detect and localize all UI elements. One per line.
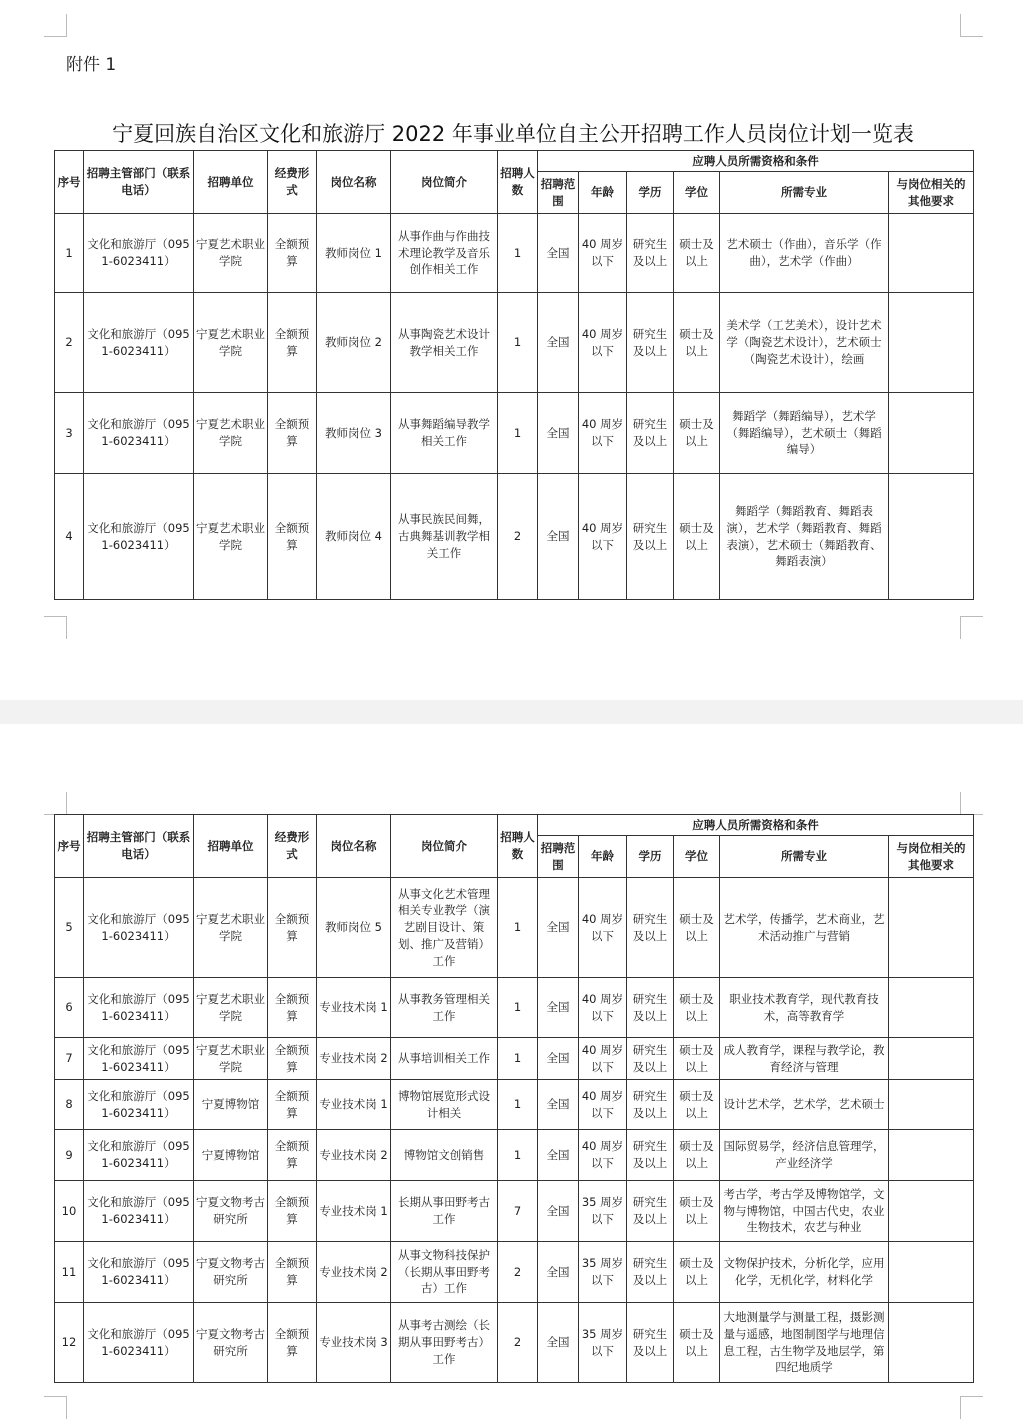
cell-desc: 从事培训相关工作 (391, 1038, 498, 1080)
cell-other (889, 214, 974, 293)
cell-count: 2 (498, 474, 538, 600)
cell-other (889, 1181, 974, 1242)
cell-education: 研究生及以上 (627, 1242, 674, 1303)
header-education: 学历 (627, 172, 674, 214)
cell-age: 40 周岁以下 (579, 1038, 627, 1080)
cell-unit: 宁夏文物考古研究所 (194, 1242, 268, 1303)
job-table-page-2 (54, 814, 974, 1383)
cell-funding: 全额预算 (268, 878, 317, 978)
cell-scope: 全国 (538, 1242, 579, 1303)
cell-dept: 文化和旅游厅（0951-6023411） (84, 1181, 194, 1242)
cell-major: 职业技术教育学，现代教育技术，高等教育学 (720, 978, 889, 1038)
header-scope: 招聘范围 (538, 836, 579, 878)
header-qual-group: 应聘人员所需资格和条件 (538, 151, 974, 172)
crop-mark (44, 792, 67, 815)
header-other: 与岗位相关的其他要求 (889, 172, 974, 214)
cell-count: 1 (498, 214, 538, 293)
crop-mark (44, 616, 67, 639)
cell-dept: 文化和旅游厅（0951-6023411） (84, 1242, 194, 1303)
cell-funding: 全额预算 (268, 1242, 317, 1303)
cell-education: 研究生及以上 (627, 293, 674, 393)
cell-age: 40 周岁以下 (579, 978, 627, 1038)
cell-funding: 全额预算 (268, 1303, 317, 1383)
cell-count: 1 (498, 293, 538, 393)
cell-dept: 文化和旅游厅（0951-6023411） (84, 393, 194, 474)
cell-other (889, 1038, 974, 1080)
cell-dept: 文化和旅游厅（0951-6023411） (84, 978, 194, 1038)
cell-major: 考古学，考古学及博物馆学，文物与博物馆，中国古代史，农业生物技术，农艺与种业 (720, 1181, 889, 1242)
cell-post: 专业技术岗 1 (317, 1080, 391, 1130)
cell-degree: 硕士及以上 (674, 214, 720, 293)
cell-dept: 文化和旅游厅（0951-6023411） (84, 1080, 194, 1130)
cell-seq: 3 (55, 393, 84, 474)
cell-seq: 6 (55, 978, 84, 1038)
table-row (55, 978, 974, 1038)
header-seq: 序号 (55, 151, 84, 214)
cell-age: 40 周岁以下 (579, 293, 627, 393)
cell-other (889, 1080, 974, 1130)
cell-seq: 8 (55, 1080, 84, 1130)
cell-age: 35 周岁以下 (579, 1242, 627, 1303)
cell-age: 40 周岁以下 (579, 1130, 627, 1181)
cell-count: 1 (498, 978, 538, 1038)
header-desc: 岗位简介 (391, 815, 498, 878)
cell-desc: 从事民族民间舞，古典舞基训教学相关工作 (391, 474, 498, 600)
cell-funding: 全额预算 (268, 293, 317, 393)
cell-education: 研究生及以上 (627, 474, 674, 600)
table-row (55, 1181, 974, 1242)
cell-unit: 宁夏艺术职业学院 (194, 393, 268, 474)
cell-scope: 全国 (538, 978, 579, 1038)
cell-major: 设计艺术学，艺术学，艺术硕士 (720, 1080, 889, 1130)
cell-funding: 全额预算 (268, 393, 317, 474)
cell-count: 2 (498, 1242, 538, 1303)
cell-desc: 从事考古测绘（长期从事田野考古）工作 (391, 1303, 498, 1383)
crop-mark (960, 792, 983, 815)
cell-scope: 全国 (538, 1038, 579, 1080)
cell-other (889, 1242, 974, 1303)
cell-major: 国际贸易学，经济信息管理学，产业经济学 (720, 1130, 889, 1181)
cell-education: 研究生及以上 (627, 1303, 674, 1383)
cell-degree: 硕士及以上 (674, 1181, 720, 1242)
page-title: 宁夏回族自治区文化和旅游厅 2022 年事业单位自主公开招聘工作人员岗位计划一览表 (112, 122, 914, 146)
table-row (55, 1038, 974, 1080)
cell-post: 专业技术岗 1 (317, 1181, 391, 1242)
header-desc: 岗位简介 (391, 151, 498, 214)
cell-dept: 文化和旅游厅（0951-6023411） (84, 474, 194, 600)
cell-desc: 博物馆文创销售 (391, 1130, 498, 1181)
header-scope: 招聘范围 (538, 172, 579, 214)
cell-other (889, 978, 974, 1038)
cell-age: 35 周岁以下 (579, 1303, 627, 1383)
table-row (55, 393, 974, 474)
cell-major: 艺术硕士（作曲），音乐学（作曲），艺术学（作曲） (720, 214, 889, 293)
cell-seq: 9 (55, 1130, 84, 1181)
cell-seq: 7 (55, 1038, 84, 1080)
cell-degree: 硕士及以上 (674, 878, 720, 978)
header-age: 年龄 (579, 836, 627, 878)
header-dept: 招聘主管部门（联系电话） (84, 815, 194, 878)
header-post: 岗位名称 (317, 151, 391, 214)
cell-count: 1 (498, 1130, 538, 1181)
cell-post: 专业技术岗 2 (317, 1242, 391, 1303)
cell-count: 2 (498, 1303, 538, 1383)
cell-unit: 宁夏艺术职业学院 (194, 1038, 268, 1080)
header-age: 年龄 (579, 172, 627, 214)
header-other: 与岗位相关的其他要求 (889, 836, 974, 878)
attachment-label: 附件 1 (66, 55, 117, 75)
header-degree: 学位 (674, 836, 720, 878)
cell-other (889, 1303, 974, 1383)
cell-funding: 全额预算 (268, 1080, 317, 1130)
cell-degree: 硕士及以上 (674, 293, 720, 393)
cell-age: 40 周岁以下 (579, 214, 627, 293)
crop-mark (44, 14, 67, 37)
cell-education: 研究生及以上 (627, 1130, 674, 1181)
cell-unit: 宁夏艺术职业学院 (194, 474, 268, 600)
cell-seq: 12 (55, 1303, 84, 1383)
header-funding: 经费形式 (268, 151, 317, 214)
header-unit: 招聘单位 (194, 815, 268, 878)
cell-education: 研究生及以上 (627, 1038, 674, 1080)
crop-mark (960, 616, 983, 639)
cell-unit: 宁夏艺术职业学院 (194, 214, 268, 293)
cell-age: 40 周岁以下 (579, 474, 627, 600)
cell-seq: 4 (55, 474, 84, 600)
cell-unit: 宁夏艺术职业学院 (194, 293, 268, 393)
cell-seq: 10 (55, 1181, 84, 1242)
header-funding: 经费形式 (268, 815, 317, 878)
cell-post: 专业技术岗 2 (317, 1130, 391, 1181)
cell-age: 40 周岁以下 (579, 393, 627, 474)
cell-degree: 硕士及以上 (674, 1242, 720, 1303)
cell-age: 40 周岁以下 (579, 1080, 627, 1130)
cell-count: 1 (498, 878, 538, 978)
page-gap (0, 700, 1023, 724)
cell-dept: 文化和旅游厅（0951-6023411） (84, 1303, 194, 1383)
cell-dept: 文化和旅游厅（0951-6023411） (84, 878, 194, 978)
table-row (55, 1130, 974, 1181)
document-page-2 (0, 724, 1023, 1427)
header-post: 岗位名称 (317, 815, 391, 878)
table-row (55, 878, 974, 978)
cell-education: 研究生及以上 (627, 978, 674, 1038)
cell-other (889, 474, 974, 600)
cell-age: 35 周岁以下 (579, 1181, 627, 1242)
cell-education: 研究生及以上 (627, 1080, 674, 1130)
cell-post: 教师岗位 2 (317, 293, 391, 393)
cell-funding: 全额预算 (268, 1181, 317, 1242)
cell-degree: 硕士及以上 (674, 393, 720, 474)
cell-desc: 从事作曲与作曲技术理论教学及音乐创作相关工作 (391, 214, 498, 293)
cell-scope: 全国 (538, 214, 579, 293)
cell-scope: 全国 (538, 1303, 579, 1383)
header-count: 招聘人数 (498, 151, 538, 214)
cell-desc: 从事文化艺术管理相关专业教学（演艺剧目设计、策划、推广及营销）工作 (391, 878, 498, 978)
cell-scope: 全国 (538, 1181, 579, 1242)
table-row (55, 1242, 974, 1303)
header-dept: 招聘主管部门（联系电话） (84, 151, 194, 214)
cell-major: 大地测量学与测量工程，摄影测量与遥感，地图制图学与地理信息工程，古生物学及地层学，第四纪地质学 (720, 1303, 889, 1383)
cell-education: 研究生及以上 (627, 214, 674, 293)
cell-post: 专业技术岗 3 (317, 1303, 391, 1383)
cell-dept: 文化和旅游厅（0951-6023411） (84, 1130, 194, 1181)
cell-post: 教师岗位 3 (317, 393, 391, 474)
cell-other (889, 878, 974, 978)
table-row (55, 1080, 974, 1130)
crop-mark (960, 14, 983, 37)
cell-scope: 全国 (538, 474, 579, 600)
header-unit: 招聘单位 (194, 151, 268, 214)
table-row (55, 1303, 974, 1383)
cell-degree: 硕士及以上 (674, 1130, 720, 1181)
header-count: 招聘人数 (498, 815, 538, 878)
cell-funding: 全额预算 (268, 978, 317, 1038)
cell-major: 艺术学，传播学，艺术商业，艺术活动推广与营销 (720, 878, 889, 978)
cell-seq: 2 (55, 293, 84, 393)
cell-count: 1 (498, 1080, 538, 1130)
crop-mark (960, 1396, 983, 1419)
header-major: 所需专业 (720, 172, 889, 214)
cell-education: 研究生及以上 (627, 1181, 674, 1242)
cell-desc: 长期从事田野考古工作 (391, 1181, 498, 1242)
cell-post: 专业技术岗 2 (317, 1038, 391, 1080)
cell-major: 成人教育学，课程与教学论，教育经济与管理 (720, 1038, 889, 1080)
cell-unit: 宁夏博物馆 (194, 1130, 268, 1181)
cell-unit: 宁夏博物馆 (194, 1080, 268, 1130)
cell-desc: 博物馆展览形式设计相关 (391, 1080, 498, 1130)
cell-desc: 从事陶瓷艺术设计教学相关工作 (391, 293, 498, 393)
cell-other (889, 393, 974, 474)
cell-count: 1 (498, 1038, 538, 1080)
table-row (55, 474, 974, 600)
cell-education: 研究生及以上 (627, 393, 674, 474)
table-row (55, 293, 974, 393)
cell-degree: 硕士及以上 (674, 1080, 720, 1130)
cell-dept: 文化和旅游厅（0951-6023411） (84, 1038, 194, 1080)
cell-funding: 全额预算 (268, 474, 317, 600)
job-table-page-1 (54, 150, 974, 600)
crop-mark (44, 1396, 67, 1419)
cell-funding: 全额预算 (268, 1130, 317, 1181)
header-education: 学历 (627, 836, 674, 878)
cell-degree: 硕士及以上 (674, 474, 720, 600)
cell-funding: 全额预算 (268, 1038, 317, 1080)
cell-scope: 全国 (538, 393, 579, 474)
table-row (55, 214, 974, 293)
cell-dept: 文化和旅游厅（0951-6023411） (84, 214, 194, 293)
cell-degree: 硕士及以上 (674, 1038, 720, 1080)
cell-degree: 硕士及以上 (674, 1303, 720, 1383)
cell-major: 美术学（工艺美术），设计艺术学（陶瓷艺术设计），艺术硕士（陶瓷艺术设计），绘画 (720, 293, 889, 393)
cell-funding: 全额预算 (268, 214, 317, 293)
cell-post: 教师岗位 4 (317, 474, 391, 600)
cell-age: 40 周岁以下 (579, 878, 627, 978)
cell-major: 舞蹈学（舞蹈编导），艺术学（舞蹈编导），艺术硕士（舞蹈编导） (720, 393, 889, 474)
header-major: 所需专业 (720, 836, 889, 878)
header-seq: 序号 (55, 815, 84, 878)
cell-other (889, 293, 974, 393)
cell-scope: 全国 (538, 1080, 579, 1130)
cell-degree: 硕士及以上 (674, 978, 720, 1038)
cell-education: 研究生及以上 (627, 878, 674, 978)
cell-seq: 1 (55, 214, 84, 293)
cell-desc: 从事教务管理相关工作 (391, 978, 498, 1038)
cell-scope: 全国 (538, 878, 579, 978)
cell-desc: 从事舞蹈编导教学相关工作 (391, 393, 498, 474)
cell-major: 文物保护技术，分析化学，应用化学，无机化学，材料化学 (720, 1242, 889, 1303)
document-page-1 (0, 0, 1023, 700)
cell-other (889, 1130, 974, 1181)
cell-dept: 文化和旅游厅（0951-6023411） (84, 293, 194, 393)
cell-count: 1 (498, 393, 538, 474)
cell-seq: 5 (55, 878, 84, 978)
cell-scope: 全国 (538, 1130, 579, 1181)
cell-scope: 全国 (538, 293, 579, 393)
cell-unit: 宁夏艺术职业学院 (194, 978, 268, 1038)
cell-seq: 11 (55, 1242, 84, 1303)
cell-post: 教师岗位 5 (317, 878, 391, 978)
cell-count: 7 (498, 1181, 538, 1242)
header-degree: 学位 (674, 172, 720, 214)
cell-desc: 从事文物科技保护（长期从事田野考古）工作 (391, 1242, 498, 1303)
cell-major: 舞蹈学（舞蹈教育、舞蹈表演），艺术学（舞蹈教育、舞蹈表演），艺术硕士（舞蹈教育、舞蹈表演） (720, 474, 889, 600)
cell-post: 教师岗位 1 (317, 214, 391, 293)
cell-unit: 宁夏艺术职业学院 (194, 878, 268, 978)
cell-unit: 宁夏文物考古研究所 (194, 1181, 268, 1242)
cell-unit: 宁夏文物考古研究所 (194, 1303, 268, 1383)
header-qual-group: 应聘人员所需资格和条件 (538, 815, 974, 836)
cell-post: 专业技术岗 1 (317, 978, 391, 1038)
